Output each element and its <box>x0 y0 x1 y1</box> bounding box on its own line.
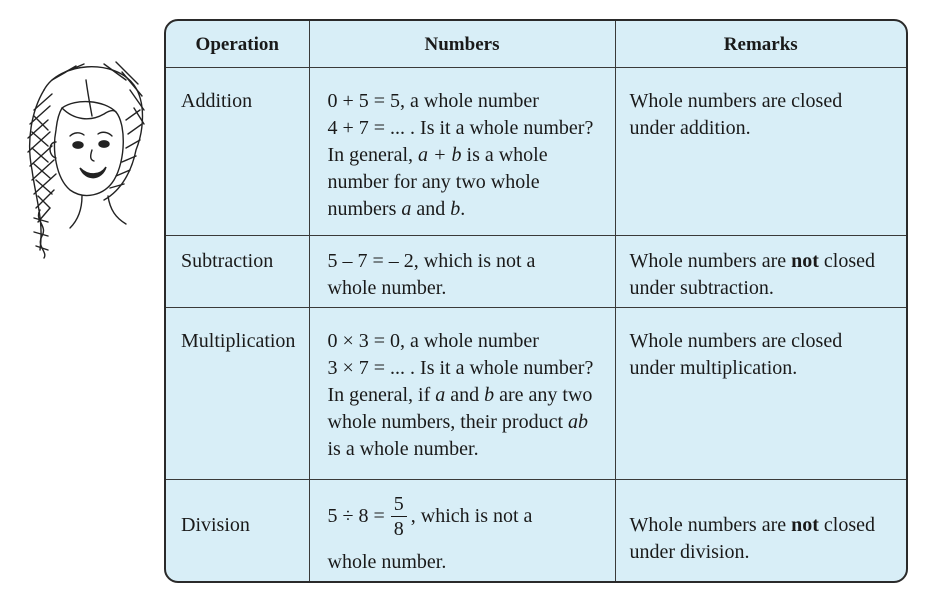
numbers-cell <box>309 480 615 584</box>
text-line: 4 + 7 = ... . Is it a whole number? <box>327 117 594 139</box>
division-equation <box>328 492 611 541</box>
equation-suffix: , which is not a <box>410 505 533 527</box>
table <box>166 21 906 583</box>
text-line: whole numbers, their product ab <box>327 411 588 433</box>
header-operation: Operation <box>166 21 309 68</box>
text-line: under subtraction. <box>629 277 774 299</box>
operation-cell: Multiplication <box>166 308 309 480</box>
operation-cell: Addition <box>166 68 309 236</box>
numbers-cell <box>309 308 615 480</box>
text-line: under division. <box>629 541 750 563</box>
fraction <box>391 492 407 541</box>
remarks-cell <box>615 308 906 480</box>
remarks-cell <box>615 480 906 584</box>
table-row-multiplication <box>166 308 906 480</box>
text-line: 0 + 5 = 5, a whole number <box>327 90 539 112</box>
text-line: under addition. <box>629 117 751 139</box>
text-line: In general, a + b is a whole <box>327 144 548 166</box>
operation-cell: Division <box>166 480 309 584</box>
fraction-numerator: 5 <box>391 492 407 517</box>
remarks-cell <box>615 236 906 308</box>
text-line: 3 × 7 = ... . Is it a whole number? <box>327 357 594 379</box>
remarks-cell <box>615 68 906 236</box>
text-line: 0 × 3 = 0, a whole number <box>327 330 539 352</box>
numbers-cell <box>309 68 615 236</box>
text-line: Whole numbers are closed <box>629 90 843 112</box>
text-line: Whole numbers are not closed <box>629 514 875 536</box>
text-line: whole number. <box>327 277 447 299</box>
text-line: is a whole number. <box>327 438 479 460</box>
header-remarks: Remarks <box>615 21 906 68</box>
girl-cartoon-icon <box>4 50 154 260</box>
operation-cell: Subtraction <box>166 236 309 308</box>
closure-properties-table <box>164 19 908 583</box>
text-line: under multiplication. <box>629 357 798 379</box>
header-numbers: Numbers <box>309 21 615 68</box>
text-line: Whole numbers are closed <box>629 330 843 352</box>
table-row-subtraction <box>166 236 906 308</box>
table-row-division <box>166 480 906 584</box>
text-line: 5 – 7 = – 2, which is not a <box>327 250 536 272</box>
table-row-addition <box>166 68 906 236</box>
text-line: number for any two whole <box>327 171 540 193</box>
text-line: whole number. <box>327 551 447 573</box>
header-row <box>166 21 906 68</box>
fraction-denominator: 8 <box>393 518 404 540</box>
text-line: Whole numbers are not closed <box>629 250 875 272</box>
text-line: In general, if a and b are any two <box>327 384 593 406</box>
numbers-cell <box>309 236 615 308</box>
equation-prefix: 5 ÷ 8 = <box>327 505 385 527</box>
text-line: numbers a and b. <box>327 198 466 220</box>
